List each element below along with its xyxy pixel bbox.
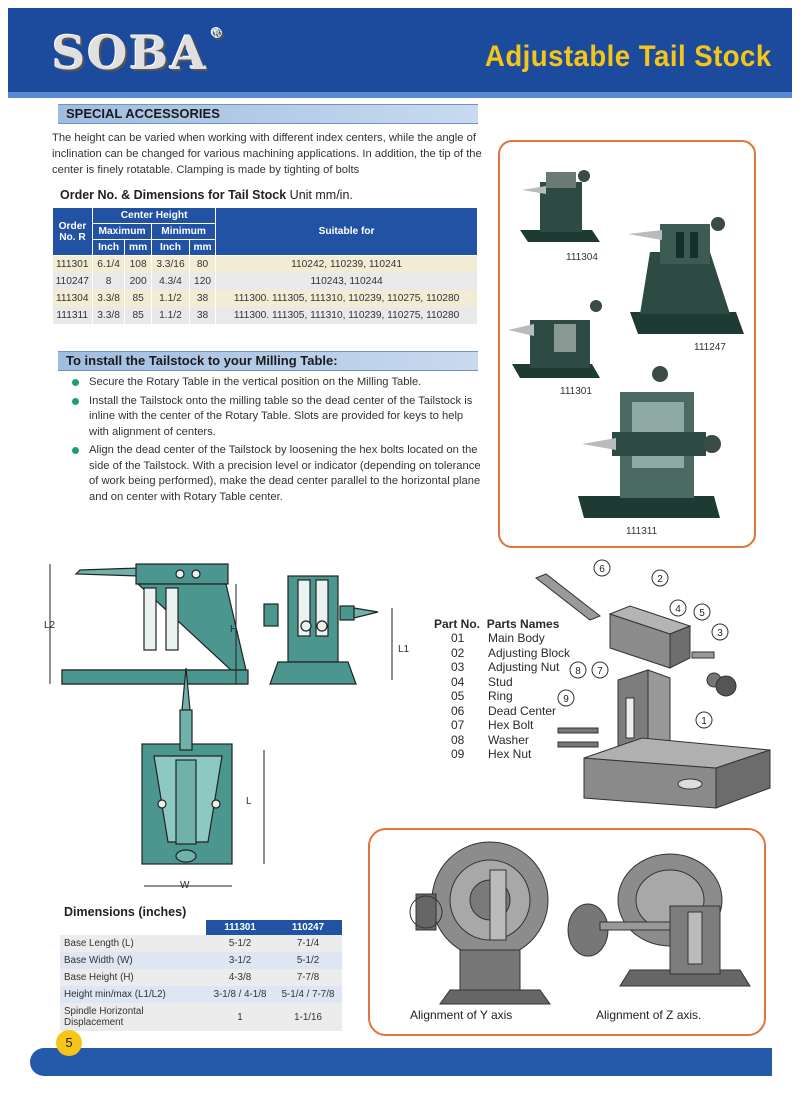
part-number: 09 xyxy=(451,747,465,761)
max-inch-header: Inch xyxy=(93,240,125,256)
dimension-value: 5-1/2 xyxy=(274,952,342,969)
table-row xyxy=(60,1003,342,1031)
hex-bolt-part xyxy=(558,728,598,733)
part-name: Hex Nut xyxy=(488,747,532,761)
z-axis-alignment-image xyxy=(568,854,750,986)
part-name: Adjusting Block xyxy=(488,645,571,660)
tailstock-111311-image xyxy=(578,366,721,518)
l2-label: L2 xyxy=(44,620,56,631)
order-table xyxy=(52,207,478,324)
callout-9: 9 xyxy=(563,694,569,705)
min-inch-cell: 3.3/16 xyxy=(152,256,190,274)
suitable-for-header: Suitable for xyxy=(216,208,478,256)
step-text: Align the dead center of the Tailstock by loosening the hex bolts located on the side of the Tailstock. With a precision level or indicator (depending on tolerance of work being performed), make the dead center parallel to the horizontal plane and on center with Rotary Table center. xyxy=(89,444,481,503)
dimension-value: 1 xyxy=(206,1003,274,1031)
dimensions-blank-header xyxy=(60,920,206,935)
alignment-illustrations xyxy=(370,830,764,1034)
tailstock-111247-image xyxy=(628,217,744,334)
max-inch-cell: 8 xyxy=(93,273,125,290)
photo-label-111304: 111304 xyxy=(566,252,598,263)
callout-8: 8 xyxy=(575,666,581,677)
table-row xyxy=(53,290,478,307)
photo-label-111311: 111311 xyxy=(626,526,658,537)
callout-6: 6 xyxy=(599,564,605,575)
part-number: 02 xyxy=(451,645,465,660)
technical-drawings xyxy=(40,560,420,900)
part-number: 06 xyxy=(451,703,465,718)
table-row xyxy=(60,986,342,1003)
suitable-cell: 110242, 110239, 110241 xyxy=(216,256,478,274)
part-number: 08 xyxy=(451,732,465,747)
table-row xyxy=(60,935,342,952)
dimension-value: 3-1/8 / 4-1/8 xyxy=(206,986,274,1003)
dimension-value: 5-1/4 / 7-7/8 xyxy=(274,986,342,1003)
max-mm-cell: 108 xyxy=(125,256,152,274)
max-mm-cell: 85 xyxy=(125,307,152,324)
header-stripe xyxy=(8,92,792,98)
part-name: Main Body xyxy=(488,631,545,645)
page-title: Adjustable Tail Stock xyxy=(485,40,772,73)
bullet-icon xyxy=(72,379,79,386)
z-axis-caption: Alignment of Z axis. xyxy=(596,1008,702,1022)
photo-label-111247: 111247 xyxy=(694,342,726,353)
part-number: 05 xyxy=(451,689,465,703)
suitable-cell: 110243, 110244 xyxy=(216,273,478,290)
part-number: 01 xyxy=(451,631,465,645)
dimensions-col-111301: 111301 xyxy=(206,920,274,935)
part-name: Ring xyxy=(488,689,513,703)
max-inch-cell: 3.3/8 xyxy=(93,290,125,307)
part-name: Hex Bolt xyxy=(488,718,534,732)
dead-center-part xyxy=(536,574,600,620)
install-steps xyxy=(72,375,482,508)
side-view-drawing xyxy=(62,564,248,684)
suitable-cell: 111300. 111305, 111310, 110239, 110275, 110280 xyxy=(216,307,478,324)
min-inch-cell: 1.1/2 xyxy=(152,307,190,324)
part-name: Washer xyxy=(488,732,529,747)
callout-1: 1 xyxy=(701,716,707,727)
order-title-bold: Order No. & Dimensions for Tail Stock xyxy=(60,188,287,202)
min-inch-header: Inch xyxy=(152,240,190,256)
y-axis-alignment-image xyxy=(410,842,550,1004)
callout-4: 4 xyxy=(675,604,681,615)
max-inch-cell: 3.3/8 xyxy=(93,307,125,324)
dimension-label: Base Height (H) xyxy=(60,969,206,986)
install-heading: To install the Tailstock to your Milling Table: xyxy=(66,353,338,368)
list-item xyxy=(72,394,482,441)
part-name-header: Parts Names xyxy=(486,617,560,631)
order-no-cell: 111301 xyxy=(53,256,93,274)
callout-5: 5 xyxy=(699,608,705,619)
order-no-cell: 111304 xyxy=(53,290,93,307)
bullet-icon xyxy=(72,447,79,454)
part-no-header: Part No. xyxy=(434,617,481,631)
min-mm-cell: 38 xyxy=(189,307,215,324)
suitable-cell: 111300. 111305, 111310, 110239, 110275, 110280 xyxy=(216,290,478,307)
table-row xyxy=(53,256,478,274)
dimension-value: 1-1/16 xyxy=(274,1003,342,1031)
footer-bar xyxy=(30,1048,772,1076)
maximum-header: Maximum xyxy=(93,224,152,240)
dimension-label: Spindle Horizontal Displacement xyxy=(60,1003,206,1031)
dimension-label: Base Width (W) xyxy=(60,952,206,969)
max-mm-cell: 85 xyxy=(125,290,152,307)
order-no-cell: 110247 xyxy=(53,273,93,290)
tailstock-111301-image xyxy=(508,300,602,378)
min-mm-cell: 80 xyxy=(189,256,215,274)
step-text: Secure the Rotary Table in the vertical position on the Milling Table. xyxy=(89,376,422,388)
min-mm-header: mm xyxy=(189,240,215,256)
h-label: H xyxy=(230,624,238,635)
dimension-label: Base Length (L) xyxy=(60,935,206,952)
step-text: Install the Tailstock onto the milling table so the dead center of the Tailstock is inline with the center of the Rotary Table. Slots are provided for keys to help with alignment of centers. xyxy=(89,394,473,438)
part-name: Stud xyxy=(488,674,513,689)
table-row xyxy=(53,307,478,324)
dimensions-title: Dimensions (inches) xyxy=(64,905,187,919)
table-row xyxy=(60,952,342,969)
dimension-value: 7-7/8 xyxy=(274,969,342,986)
max-inch-cell: 6.1/4 xyxy=(93,256,125,274)
part-name: Dead Center xyxy=(488,703,557,718)
adjusting-nut-part xyxy=(716,676,736,696)
product-photos-frame xyxy=(498,140,756,548)
logo-registered-mark: ® xyxy=(209,26,226,42)
bullet-icon xyxy=(72,398,79,405)
dimension-label: Height min/max (L1/L2) xyxy=(60,986,206,1003)
special-accessories-heading: SPECIAL ACCESSORIES xyxy=(66,106,220,121)
order-table-title xyxy=(60,188,353,202)
min-mm-cell: 120 xyxy=(189,273,215,290)
order-no-cell: 111311 xyxy=(53,307,93,324)
callout-3: 3 xyxy=(717,628,723,639)
dimension-value: 3-1/2 xyxy=(206,952,274,969)
brand-logo xyxy=(52,26,226,80)
exploded-parts xyxy=(536,574,770,808)
minimum-header: Minimum xyxy=(152,224,216,240)
callout-2: 2 xyxy=(657,574,663,585)
table-row xyxy=(60,969,342,986)
special-accessories-bar xyxy=(58,104,478,124)
front-view-drawing xyxy=(264,576,378,684)
part-name: Adjusting Nut xyxy=(488,660,560,674)
order-title-unit: Unit mm/in. xyxy=(286,188,353,202)
l1-label: L1 xyxy=(398,644,410,655)
logo-text: SOBA xyxy=(52,26,208,80)
w-label: W xyxy=(180,880,190,891)
stud-part xyxy=(692,652,714,658)
table-row xyxy=(53,273,478,290)
part-number: 04 xyxy=(451,674,465,689)
list-item xyxy=(72,375,482,391)
min-inch-cell: 4.3/4 xyxy=(152,273,190,290)
l-label: L xyxy=(246,796,252,807)
dimension-value: 5-1/2 xyxy=(206,935,274,952)
dimensions-col-110247: 110247 xyxy=(274,920,342,935)
order-no-header: Order No. R xyxy=(53,208,93,256)
min-mm-cell: 38 xyxy=(189,290,215,307)
dimension-value: 7-1/4 xyxy=(274,935,342,952)
part-number: 03 xyxy=(451,660,465,674)
y-axis-caption: Alignment of Y axis xyxy=(410,1008,513,1022)
part-number: 07 xyxy=(451,718,465,732)
photo-label-111301: 111301 xyxy=(560,386,592,397)
dimension-value: 4-3/8 xyxy=(206,969,274,986)
intro-paragraph: The height can be varied when working with different index centers, while the angle of inclination can be changed for various machining applications. In addition, the tip of the center is finely rotatable. Clamping is made by tighting of bolts xyxy=(52,132,482,176)
page-number: 5 xyxy=(56,1030,82,1056)
install-heading-bar xyxy=(58,351,478,371)
max-mm-cell: 200 xyxy=(125,273,152,290)
dimensions-table xyxy=(60,920,342,1031)
center-height-header: Center Height xyxy=(93,208,216,224)
max-mm-header: mm xyxy=(125,240,152,256)
list-item xyxy=(72,443,482,505)
callout-7: 7 xyxy=(597,666,603,677)
exploded-view-drawing xyxy=(530,558,780,814)
min-inch-cell: 1.1/2 xyxy=(152,290,190,307)
tailstock-111304-image xyxy=(520,170,600,242)
top-view-drawing xyxy=(142,668,232,864)
alignment-frame xyxy=(368,828,766,1036)
